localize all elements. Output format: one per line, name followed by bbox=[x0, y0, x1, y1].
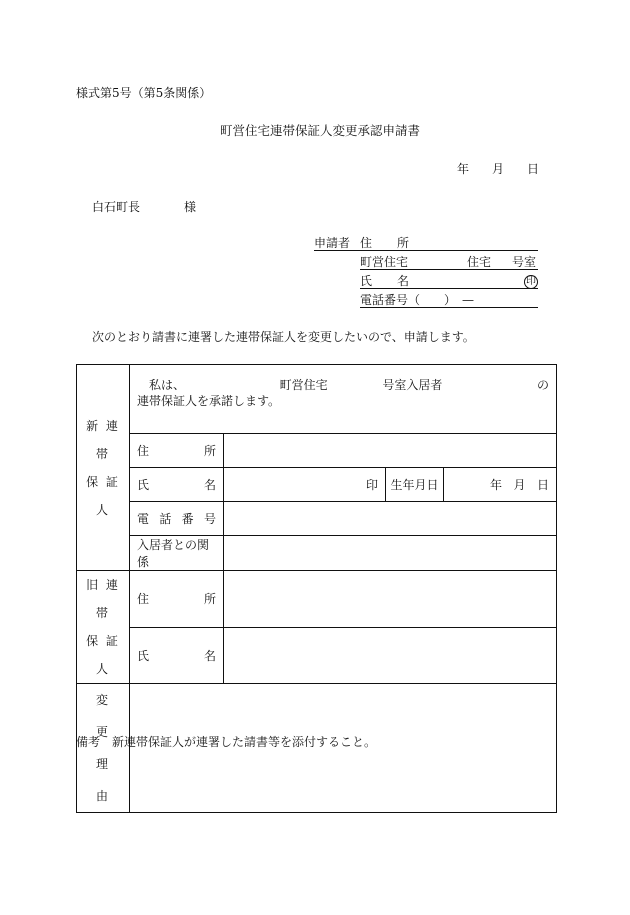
consent-no: の bbox=[536, 378, 549, 392]
new-address-label-cell bbox=[130, 434, 224, 468]
relation-field[interactable] bbox=[224, 536, 557, 571]
applicant-room-label: 号室 bbox=[512, 255, 537, 269]
table-row bbox=[77, 536, 557, 571]
applicant-address-line bbox=[314, 250, 538, 251]
table-row bbox=[77, 502, 557, 536]
new-guarantor-line2: 保 証 人 bbox=[86, 474, 120, 517]
consent-housing: 町営住宅 bbox=[279, 378, 328, 392]
new-name-char1: 氏 bbox=[137, 478, 150, 492]
consent-statement-cell bbox=[130, 365, 557, 434]
addressee-honorific: 様 bbox=[184, 200, 197, 214]
old-name-char2: 名 bbox=[203, 648, 216, 663]
applicant-phone-label: 電話番号（ ） — bbox=[360, 293, 475, 307]
addressee-mayor: 白石町長 bbox=[92, 200, 141, 214]
new-phone-field[interactable] bbox=[224, 502, 557, 536]
old-guarantor-group-label bbox=[77, 571, 130, 684]
birthdate-field[interactable] bbox=[444, 468, 557, 502]
date-day-label: 日 bbox=[527, 162, 540, 176]
old-name-char1: 氏 bbox=[137, 648, 150, 663]
relation-label: 入居者との関係 bbox=[137, 538, 210, 569]
old-address-char1: 住 bbox=[137, 592, 150, 607]
table-row bbox=[77, 571, 557, 628]
applicant-address-char2: 所 bbox=[397, 236, 410, 250]
applicant-name-char1: 氏 bbox=[360, 274, 373, 288]
birthdate-label: 生年月日 bbox=[390, 478, 439, 492]
new-phone-char2: 話 bbox=[159, 512, 172, 526]
new-phone-label-cell bbox=[130, 502, 224, 536]
new-phone-char3: 番 bbox=[181, 512, 194, 526]
birthdate-label-cell bbox=[386, 468, 444, 502]
new-address-char1: 住 bbox=[137, 444, 150, 458]
date-year-label: 年 bbox=[457, 162, 470, 176]
date-month-label: 月 bbox=[492, 162, 505, 176]
applicant-housing-line bbox=[360, 269, 538, 270]
new-name-label-cell bbox=[130, 468, 224, 502]
table-row bbox=[77, 468, 557, 502]
reason-line1: 変 更 bbox=[95, 693, 139, 739]
application-statement: 次のとおり請書に連署した連帯保証人を変更したいので、申請します。 bbox=[92, 330, 475, 344]
new-guarantor-line1: 新 連 帯 bbox=[86, 418, 120, 461]
applicant-address-char1: 住 bbox=[360, 236, 373, 250]
consent-room: 号室入居者 bbox=[382, 378, 443, 392]
applicant-jutaku-label: 住宅 bbox=[467, 255, 492, 269]
old-name-label-cell bbox=[130, 627, 224, 684]
birth-month-unit: 月 bbox=[513, 478, 526, 492]
consent-watashi: 私は、 bbox=[149, 378, 186, 392]
old-address-label-cell bbox=[130, 571, 224, 628]
applicant-seal-label: 印 bbox=[526, 276, 536, 287]
birth-year-unit: 年 bbox=[490, 478, 503, 492]
new-name-seal-mark: 印 bbox=[365, 478, 378, 492]
new-phone-char1: 電 bbox=[137, 512, 150, 526]
table-row bbox=[77, 365, 557, 434]
old-guarantor-line1: 旧 連 帯 bbox=[86, 578, 120, 620]
consent-line2: 連帯保証人を承諾します。 bbox=[137, 394, 281, 408]
applicant-phone-line bbox=[360, 307, 538, 308]
new-address-field[interactable] bbox=[224, 434, 557, 468]
new-name-char2: 名 bbox=[203, 478, 216, 492]
relation-label-cell bbox=[130, 536, 224, 571]
old-name-field[interactable] bbox=[224, 627, 557, 684]
new-guarantor-group-label bbox=[77, 365, 130, 571]
new-address-char2: 所 bbox=[203, 444, 216, 458]
reason-line2: 理 由 bbox=[95, 757, 139, 803]
applicant-seal-icon bbox=[524, 273, 538, 289]
old-guarantor-line2: 保 証 人 bbox=[86, 634, 120, 676]
new-name-field[interactable] bbox=[224, 468, 386, 502]
old-address-char2: 所 bbox=[203, 592, 216, 607]
birth-day-unit: 日 bbox=[536, 478, 549, 492]
applicant-housing-label: 町営住宅 bbox=[360, 255, 409, 269]
table-row bbox=[77, 434, 557, 468]
applicant-name-line bbox=[360, 288, 538, 289]
table-row bbox=[77, 627, 557, 684]
form-number: 様式第5号（第5条関係） bbox=[76, 86, 212, 100]
note-remarks: 備考 新連帯保証人が連署した請書等を添付すること。 bbox=[76, 735, 377, 749]
document-title: 町営住宅連帯保証人変更承認申請書 bbox=[220, 123, 421, 138]
applicant-name-char2: 名 bbox=[397, 274, 410, 288]
applicant-label: 申請者 bbox=[314, 236, 351, 250]
new-phone-char4: 号 bbox=[203, 512, 216, 526]
old-address-field[interactable] bbox=[224, 571, 557, 628]
